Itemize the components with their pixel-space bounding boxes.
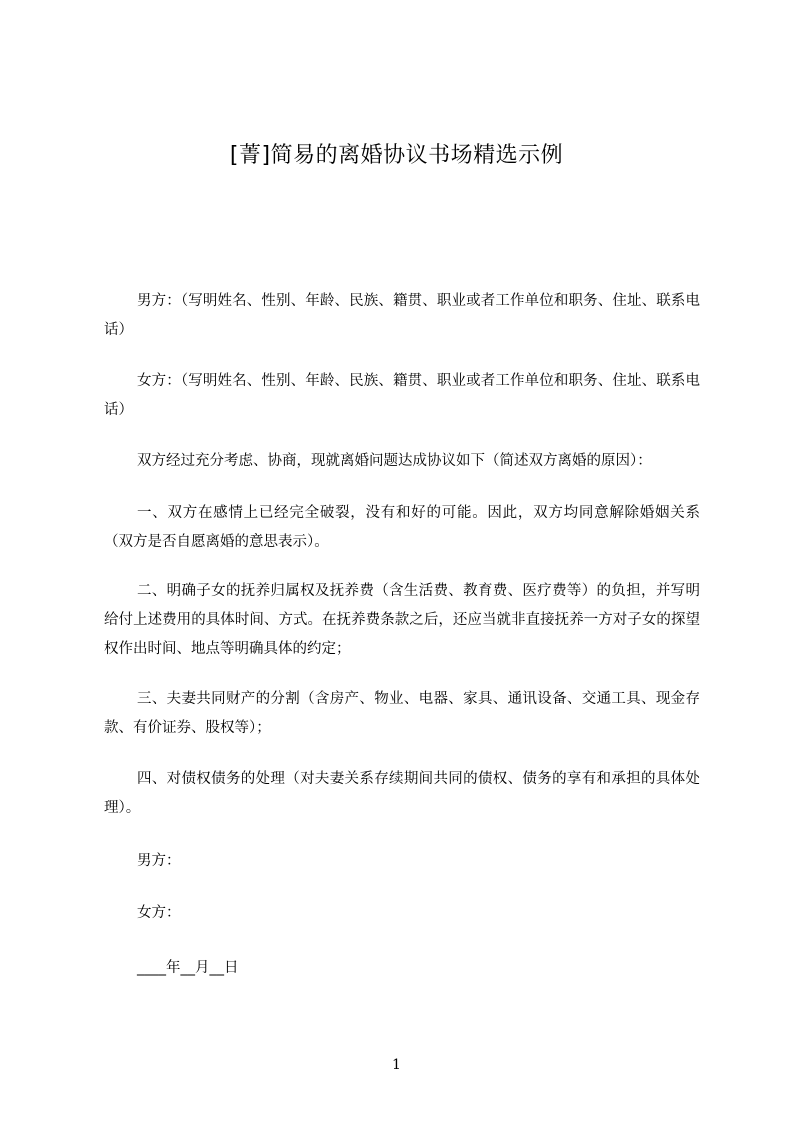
paragraph-clause-2: 二、明确子女的抚养归属权及抚养费（含生活费、教育费、医疗费等）的负担，并写明给付上述费用的具体时间、方式。在抚养费条款之后，还应当就非直接抚养一方对子女的探望权作出时间、地点等明确具体的约定；: [104, 583, 700, 657]
paragraph-clause-1: 一、双方在感情上已经完全破裂，没有和好的可能。因此，双方均同意解除婚姻关系（双方是否自愿离婚的意思表示）。: [104, 505, 700, 550]
paragraph-male-party: 男方：（写明姓名、性别、年龄、民族、籍贯、职业或者工作单位和职务、住址、联系电话）: [104, 293, 700, 338]
paragraph-clause-3: 三、夫妻共同财产的分割（含房产、物业、电器、家具、通讯设备、交通工具、现金存款、有价证券、股权等）；: [104, 691, 700, 736]
paragraph-clause-4: 四、对债权债务的处理（对夫妻关系存续期间共同的债权、债务的享有和承担的具体处理）。: [104, 771, 700, 816]
paragraph-agreement-intro: 双方经过充分考虑、协商，现就离婚问题达成协议如下（简述双方离婚的原因）：: [137, 453, 652, 469]
signature-date: ____年__月__日: [137, 960, 239, 976]
page-number: 1: [392, 1057, 401, 1073]
paragraph-female-party: 女方：（写明姓名、性别、年龄、民族、籍贯、职业或者工作单位和职务、住址、联系电话）: [104, 373, 700, 418]
document-title: [菁]简易的离婚协议书场精选示例: [229, 143, 564, 168]
signature-female: 女方：: [137, 905, 181, 921]
signature-male: 男方：: [137, 853, 181, 869]
